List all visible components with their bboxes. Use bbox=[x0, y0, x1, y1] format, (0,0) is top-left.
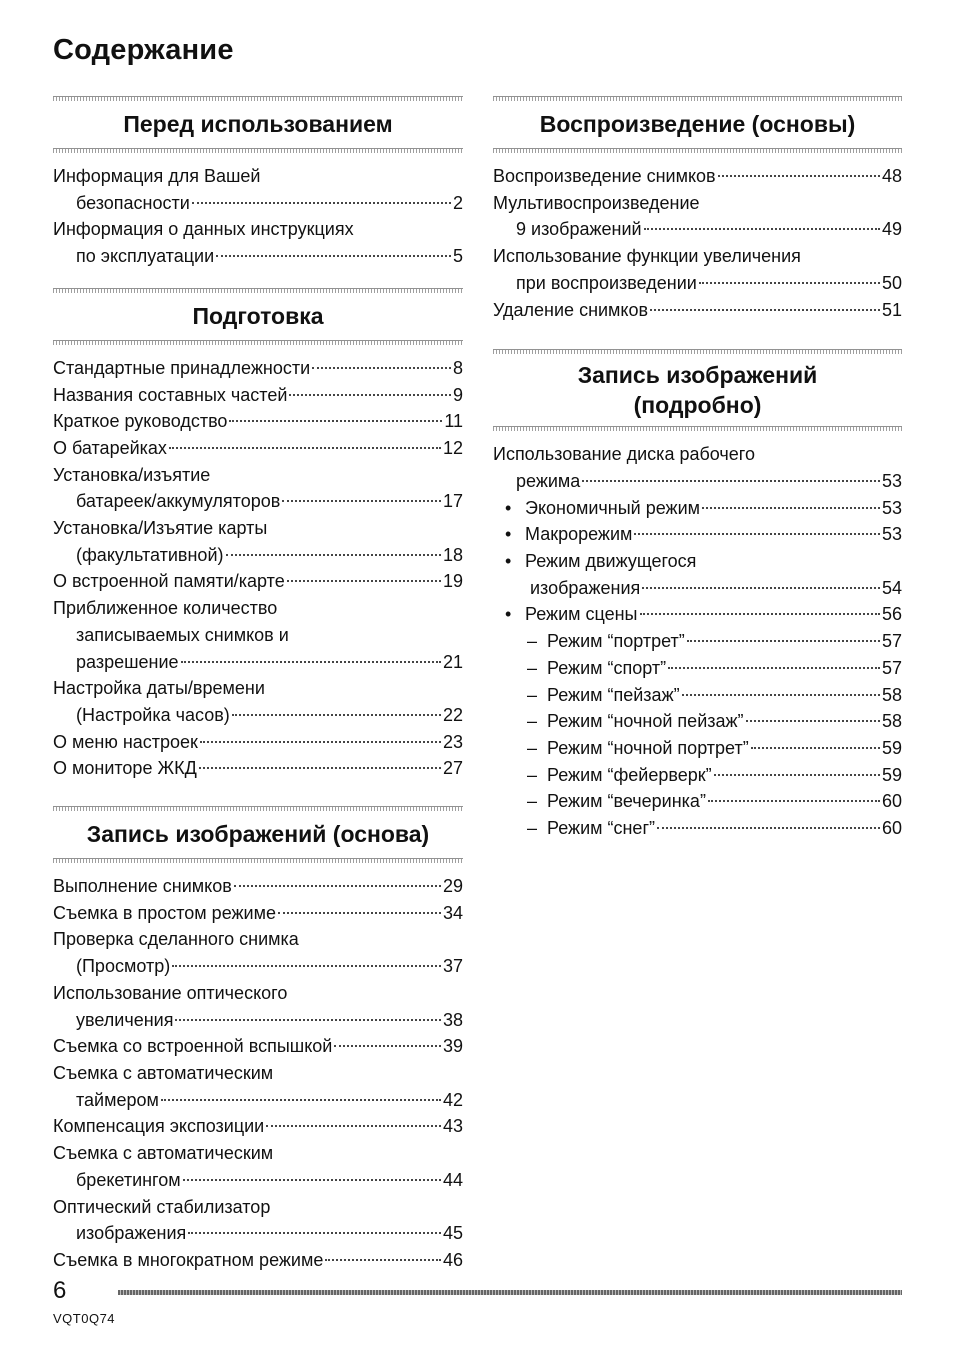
dot-leader bbox=[192, 202, 451, 204]
entry-text: Режим “пейзаж” bbox=[547, 684, 680, 705]
toc-entry[interactable] bbox=[53, 1194, 463, 1247]
entry-text: Установка/изъятие bbox=[53, 464, 211, 485]
dot-leader bbox=[226, 554, 441, 556]
dot-leader bbox=[188, 1232, 441, 1234]
entry-line bbox=[493, 441, 902, 468]
toc-entry[interactable] bbox=[493, 788, 902, 815]
entry-text: Режим “ночной пейзаж” bbox=[547, 711, 744, 732]
entry-line bbox=[493, 297, 902, 324]
page-number-ref: 2 bbox=[452, 192, 463, 213]
entry-text: изображения bbox=[76, 1223, 187, 1244]
section-title: Подготовка bbox=[192, 302, 324, 329]
entry-line bbox=[53, 1007, 463, 1034]
entry-text: Режим “портрет” bbox=[547, 631, 685, 652]
entry-line bbox=[493, 575, 902, 602]
page-number-ref: 60 bbox=[881, 791, 902, 812]
dot-leader bbox=[216, 255, 451, 257]
page-number-ref: 51 bbox=[881, 299, 902, 320]
toc-entry[interactable] bbox=[493, 708, 902, 735]
toc-section bbox=[493, 96, 902, 323]
entry-line bbox=[53, 980, 463, 1007]
dot-leader bbox=[650, 309, 880, 311]
section-header bbox=[493, 349, 902, 431]
page-number-ref: 58 bbox=[881, 711, 902, 732]
entry-text: Режим “ночной портрет” bbox=[547, 737, 749, 758]
page-number-ref: 23 bbox=[442, 731, 463, 752]
dot-leader bbox=[751, 747, 880, 749]
toc-entry[interactable] bbox=[493, 815, 902, 842]
entry-text: Информация для Вашей bbox=[53, 166, 261, 186]
toc-entry[interactable] bbox=[53, 216, 463, 269]
entry-line bbox=[493, 243, 902, 270]
toc-section bbox=[53, 806, 463, 1274]
entry-line bbox=[53, 873, 463, 900]
entry-text: (Просмотр) bbox=[76, 956, 171, 977]
entry-text: Оптический стабилизатор bbox=[53, 1196, 271, 1217]
dash-marker: – bbox=[527, 791, 538, 812]
toc-entry[interactable] bbox=[53, 595, 463, 675]
entry-list bbox=[493, 153, 902, 323]
toc-entry[interactable] bbox=[493, 441, 902, 494]
dash-marker: – bbox=[527, 631, 538, 652]
entry-line bbox=[53, 1140, 463, 1167]
entry-line bbox=[493, 655, 902, 682]
dot-leader bbox=[644, 228, 880, 230]
entry-list bbox=[493, 431, 902, 842]
entry-line bbox=[53, 190, 463, 217]
toc-left-column bbox=[53, 96, 463, 1296]
entry-line bbox=[53, 953, 463, 980]
entry-text: Использование диска рабочего bbox=[493, 444, 755, 465]
entry-line bbox=[53, 675, 463, 702]
section-header bbox=[493, 96, 902, 153]
entry-text: изображения bbox=[530, 577, 641, 598]
entry-line bbox=[493, 762, 902, 789]
entry-line bbox=[53, 900, 463, 927]
entry-line bbox=[53, 1087, 463, 1114]
entry-line bbox=[53, 435, 463, 462]
entry-line bbox=[53, 729, 463, 756]
entry-text: Краткое руководство bbox=[53, 411, 228, 432]
entry-text: Съемка в многократном режиме bbox=[53, 1249, 324, 1270]
entry-text: Режим сцены bbox=[525, 604, 638, 625]
toc-entry[interactable] bbox=[493, 682, 902, 709]
entry-line bbox=[53, 163, 463, 190]
toc-entry[interactable] bbox=[53, 1140, 463, 1193]
entry-line bbox=[53, 542, 463, 569]
entry-line bbox=[493, 521, 902, 548]
page-number-ref: 56 bbox=[881, 604, 902, 625]
dot-leader bbox=[282, 500, 441, 502]
toc-entry[interactable] bbox=[53, 568, 463, 595]
dot-leader bbox=[334, 1045, 441, 1047]
entry-text: Режим “снег” bbox=[547, 818, 655, 839]
page-number-ref: 17 bbox=[442, 491, 463, 512]
page-number-ref: 9 bbox=[452, 384, 463, 405]
entry-text: Съемка с автоматическим bbox=[53, 1062, 274, 1083]
entry-line bbox=[53, 1113, 463, 1140]
entry-line bbox=[53, 408, 463, 435]
entry-text: таймером bbox=[76, 1089, 159, 1110]
dot-leader bbox=[200, 741, 441, 743]
dot-leader bbox=[278, 912, 441, 914]
dot-leader bbox=[657, 827, 880, 829]
page-number-ref: 59 bbox=[881, 737, 902, 758]
page-number-ref: 12 bbox=[442, 437, 463, 458]
toc-entry[interactable] bbox=[493, 190, 902, 243]
toc-entry[interactable] bbox=[493, 628, 902, 655]
dot-leader bbox=[287, 580, 441, 582]
entry-line bbox=[53, 622, 463, 649]
bullet-marker: • bbox=[505, 604, 512, 625]
dash-marker: – bbox=[527, 657, 538, 678]
entry-text: (факультативной) bbox=[76, 544, 224, 565]
entry-line bbox=[53, 382, 463, 409]
dot-leader bbox=[234, 885, 441, 887]
entry-line bbox=[53, 595, 463, 622]
entry-line bbox=[53, 355, 463, 382]
page-number-ref: 42 bbox=[442, 1089, 463, 1110]
section-rule-top bbox=[53, 806, 463, 811]
dot-leader bbox=[175, 1019, 441, 1021]
entry-list bbox=[53, 345, 463, 782]
entry-text: Использование функции увеличения bbox=[493, 246, 801, 267]
toc-entry[interactable] bbox=[53, 355, 463, 382]
dot-leader bbox=[708, 800, 880, 802]
entry-text: брекетингом bbox=[76, 1169, 181, 1190]
page-number-ref: 29 bbox=[442, 876, 463, 897]
entry-line bbox=[493, 270, 902, 297]
entry-list bbox=[53, 153, 463, 270]
entry-line bbox=[493, 815, 902, 842]
page-number-ref: 34 bbox=[442, 902, 463, 923]
dot-leader bbox=[682, 694, 880, 696]
entry-line bbox=[53, 1033, 463, 1060]
entry-text: Режим “спорт” bbox=[547, 657, 667, 678]
page-number: 6 bbox=[53, 1277, 67, 1304]
entry-text: 9 изображений bbox=[516, 219, 642, 240]
entry-line bbox=[493, 682, 902, 709]
entry-line bbox=[53, 649, 463, 676]
dot-leader bbox=[702, 507, 880, 509]
entry-text: (Настройка часов) bbox=[76, 704, 230, 725]
dot-leader bbox=[229, 420, 442, 422]
page-number-ref: 18 bbox=[442, 544, 463, 565]
page-number-ref: 53 bbox=[881, 470, 902, 491]
entry-line bbox=[53, 702, 463, 729]
section-header bbox=[53, 288, 463, 345]
page-number-ref: 21 bbox=[442, 651, 463, 672]
page-number-ref: 59 bbox=[881, 764, 902, 785]
entry-text: О встроенной памяти/карте bbox=[53, 571, 285, 592]
entry-line bbox=[493, 190, 902, 217]
page-number-ref: 22 bbox=[442, 704, 463, 725]
section-rule-top bbox=[493, 96, 902, 101]
dash-marker: – bbox=[527, 684, 538, 705]
toc-entry[interactable] bbox=[53, 1113, 463, 1140]
entry-text: О мониторе ЖКД bbox=[53, 758, 197, 779]
toc-entry[interactable] bbox=[493, 495, 902, 522]
dot-leader bbox=[161, 1099, 441, 1101]
toc-entry[interactable] bbox=[53, 900, 463, 927]
entry-line bbox=[493, 495, 902, 522]
entry-text: увеличения bbox=[76, 1009, 174, 1030]
toc-entry[interactable] bbox=[53, 1060, 463, 1113]
page-number-ref: 11 bbox=[444, 411, 463, 432]
entry-line bbox=[493, 468, 902, 495]
dot-leader bbox=[266, 1125, 441, 1127]
toc-entry[interactable] bbox=[53, 1033, 463, 1060]
section-rule-top bbox=[53, 288, 463, 293]
section-rule-bottom bbox=[53, 858, 463, 863]
toc-entry[interactable] bbox=[53, 675, 463, 728]
entry-line bbox=[53, 243, 463, 270]
dot-leader bbox=[199, 767, 441, 769]
toc-entry[interactable] bbox=[493, 762, 902, 789]
entry-line bbox=[493, 708, 902, 735]
entry-text: Компенсация экспозиции bbox=[53, 1116, 265, 1137]
entry-line bbox=[53, 488, 463, 515]
entry-line bbox=[53, 755, 463, 782]
entry-text: О батарейках bbox=[53, 437, 167, 458]
entry-line bbox=[493, 216, 902, 243]
section-header bbox=[53, 806, 463, 863]
dot-leader bbox=[172, 965, 441, 967]
page-number-ref: 57 bbox=[881, 657, 902, 678]
dot-leader bbox=[642, 587, 880, 589]
toc-entry[interactable] bbox=[53, 408, 463, 435]
dot-leader bbox=[183, 1179, 441, 1181]
page-number-ref: 46 bbox=[442, 1249, 463, 1270]
entry-line bbox=[53, 216, 463, 243]
page-number-ref: 49 bbox=[881, 219, 902, 240]
section-rule-bottom bbox=[493, 148, 902, 153]
entry-line bbox=[53, 926, 463, 953]
dot-leader bbox=[289, 394, 451, 396]
entry-text: Проверка сделанного снимка bbox=[53, 929, 299, 950]
page-number-ref: 45 bbox=[442, 1223, 463, 1244]
section-rule-bottom bbox=[53, 148, 463, 153]
page-number-ref: 53 bbox=[881, 497, 902, 518]
entry-line bbox=[53, 515, 463, 542]
entry-text: батареек/аккумуляторов bbox=[76, 491, 281, 512]
toc-entry[interactable] bbox=[53, 382, 463, 409]
toc-entry[interactable] bbox=[493, 163, 902, 190]
page-number-ref: 19 bbox=[442, 571, 463, 592]
dot-leader bbox=[699, 282, 880, 284]
dot-leader bbox=[668, 667, 880, 669]
bullet-marker: • bbox=[505, 524, 512, 545]
entry-text: Приближенное количество bbox=[53, 598, 278, 619]
entry-line bbox=[493, 628, 902, 655]
toc-entry[interactable] bbox=[53, 435, 463, 462]
dot-leader bbox=[582, 480, 880, 482]
dash-marker: – bbox=[527, 737, 538, 758]
toc-section bbox=[53, 288, 463, 782]
dot-leader bbox=[718, 175, 880, 177]
page-number-ref: 53 bbox=[881, 524, 902, 545]
entry-text: Удаление снимков bbox=[493, 299, 649, 320]
entry-text: Использование оптического bbox=[53, 982, 288, 1003]
entry-line bbox=[493, 548, 902, 575]
section-rule-top bbox=[53, 96, 463, 101]
entry-text: безопасности bbox=[76, 192, 190, 213]
entry-text: Воспроизведение снимков bbox=[493, 166, 716, 186]
page-number-ref: 58 bbox=[881, 684, 902, 705]
entry-line bbox=[53, 462, 463, 489]
dot-leader bbox=[312, 367, 451, 369]
entry-text: Режим движущегося bbox=[525, 551, 697, 572]
entry-text: Стандартные принадлежности bbox=[53, 357, 311, 378]
page-number-ref: 38 bbox=[442, 1009, 463, 1030]
entry-text: О меню настроек bbox=[53, 731, 198, 752]
dash-marker: – bbox=[527, 818, 538, 839]
page-number-ref: 43 bbox=[442, 1116, 463, 1137]
entry-text: Режим “вечеринка” bbox=[547, 791, 706, 812]
entry-line bbox=[493, 601, 902, 628]
dash-marker: – bbox=[527, 711, 538, 732]
entry-line bbox=[493, 735, 902, 762]
bullet-marker: • bbox=[505, 497, 512, 518]
entry-text: Съемка с автоматическим bbox=[53, 1143, 274, 1164]
entry-line bbox=[53, 568, 463, 595]
entry-text: по эксплуатации bbox=[76, 246, 215, 267]
toc-entry[interactable] bbox=[53, 729, 463, 756]
entry-line bbox=[53, 1247, 463, 1274]
section-title: Воспроизведение (основы) bbox=[539, 111, 856, 137]
entry-text: Макрорежим bbox=[525, 524, 633, 545]
entry-text: разрешение bbox=[76, 651, 179, 672]
entry-line bbox=[53, 1060, 463, 1087]
dot-leader bbox=[746, 720, 880, 722]
section-header bbox=[53, 96, 463, 153]
page-number-ref: 57 bbox=[881, 631, 902, 652]
entry-text: Экономичный режим bbox=[525, 497, 701, 518]
toc-entry[interactable] bbox=[53, 926, 463, 979]
entry-list bbox=[53, 863, 463, 1274]
page-number-ref: 60 bbox=[881, 818, 902, 839]
entry-line bbox=[493, 163, 902, 190]
entry-line bbox=[493, 788, 902, 815]
toc-entry[interactable] bbox=[53, 980, 463, 1033]
entry-text: Съемка со встроенной вспышкой bbox=[53, 1036, 333, 1057]
page-title: Содержание bbox=[53, 34, 234, 66]
dot-leader bbox=[232, 714, 441, 716]
toc-entry[interactable] bbox=[53, 873, 463, 900]
dot-leader bbox=[181, 661, 441, 663]
toc-section bbox=[493, 349, 902, 842]
section-title: Запись изображений (подробно) bbox=[577, 362, 818, 419]
entry-text: Выполнение снимков bbox=[53, 876, 232, 897]
page-number-ref: 8 bbox=[452, 357, 463, 378]
toc-entry[interactable] bbox=[493, 521, 902, 548]
entry-text: Названия составных частей bbox=[53, 384, 288, 405]
entry-text: записываемых снимков и bbox=[76, 624, 289, 645]
entry-text: Установка/Изъятие карты bbox=[53, 518, 268, 539]
dot-leader bbox=[325, 1259, 441, 1261]
page-number-ref: 37 bbox=[442, 956, 463, 977]
section-title: Запись изображений (основа) bbox=[86, 821, 430, 848]
entry-text: при воспроизведении bbox=[516, 272, 697, 293]
dash-marker: – bbox=[527, 764, 538, 785]
page-number-ref: 48 bbox=[881, 166, 902, 186]
page-number-ref: 5 bbox=[452, 246, 463, 267]
section-rule-bottom bbox=[493, 426, 902, 431]
entry-text: Информация о данных инструкциях bbox=[53, 219, 354, 240]
toc-entry[interactable] bbox=[53, 163, 463, 216]
page-number-ref: 54 bbox=[881, 577, 902, 598]
page-number-ref: 44 bbox=[442, 1169, 463, 1190]
toc-entry[interactable] bbox=[493, 735, 902, 762]
entry-text: Мультивоспроизведение bbox=[493, 192, 700, 213]
entry-text: Настройка даты/времени bbox=[53, 678, 265, 699]
entry-line bbox=[53, 1220, 463, 1247]
dot-leader bbox=[640, 613, 880, 615]
toc-right-column bbox=[493, 96, 902, 864]
toc-section bbox=[53, 96, 463, 270]
dot-leader bbox=[714, 774, 880, 776]
dot-leader bbox=[634, 533, 880, 535]
toc-entry[interactable] bbox=[493, 243, 902, 296]
entry-text: Режим “фейерверк” bbox=[547, 764, 712, 785]
dot-leader bbox=[687, 640, 880, 642]
section-rule-top bbox=[493, 349, 902, 354]
entry-line bbox=[53, 1167, 463, 1194]
section-rule-bottom bbox=[53, 340, 463, 345]
entry-text: Съемка в простом режиме bbox=[53, 902, 276, 923]
page-number-ref: 27 bbox=[442, 758, 463, 779]
toc-entry[interactable] bbox=[53, 1247, 463, 1274]
dot-leader bbox=[169, 447, 441, 449]
toc-entry[interactable] bbox=[493, 548, 902, 601]
entry-text: режима bbox=[516, 470, 581, 491]
document-code: VQT0Q74 bbox=[53, 1311, 116, 1326]
toc-entry[interactable] bbox=[493, 297, 902, 324]
toc-entry[interactable] bbox=[53, 755, 463, 782]
entry-line bbox=[53, 1194, 463, 1221]
page-number-ref: 39 bbox=[442, 1036, 463, 1057]
footer-rule bbox=[118, 1290, 902, 1295]
toc-entry[interactable] bbox=[53, 462, 463, 515]
toc-entry[interactable] bbox=[493, 601, 902, 628]
section-title: Перед использованием bbox=[123, 111, 393, 137]
toc-entry[interactable] bbox=[493, 655, 902, 682]
toc-entry[interactable] bbox=[53, 515, 463, 568]
page-number-ref: 50 bbox=[881, 272, 902, 293]
bullet-marker: • bbox=[505, 551, 512, 572]
